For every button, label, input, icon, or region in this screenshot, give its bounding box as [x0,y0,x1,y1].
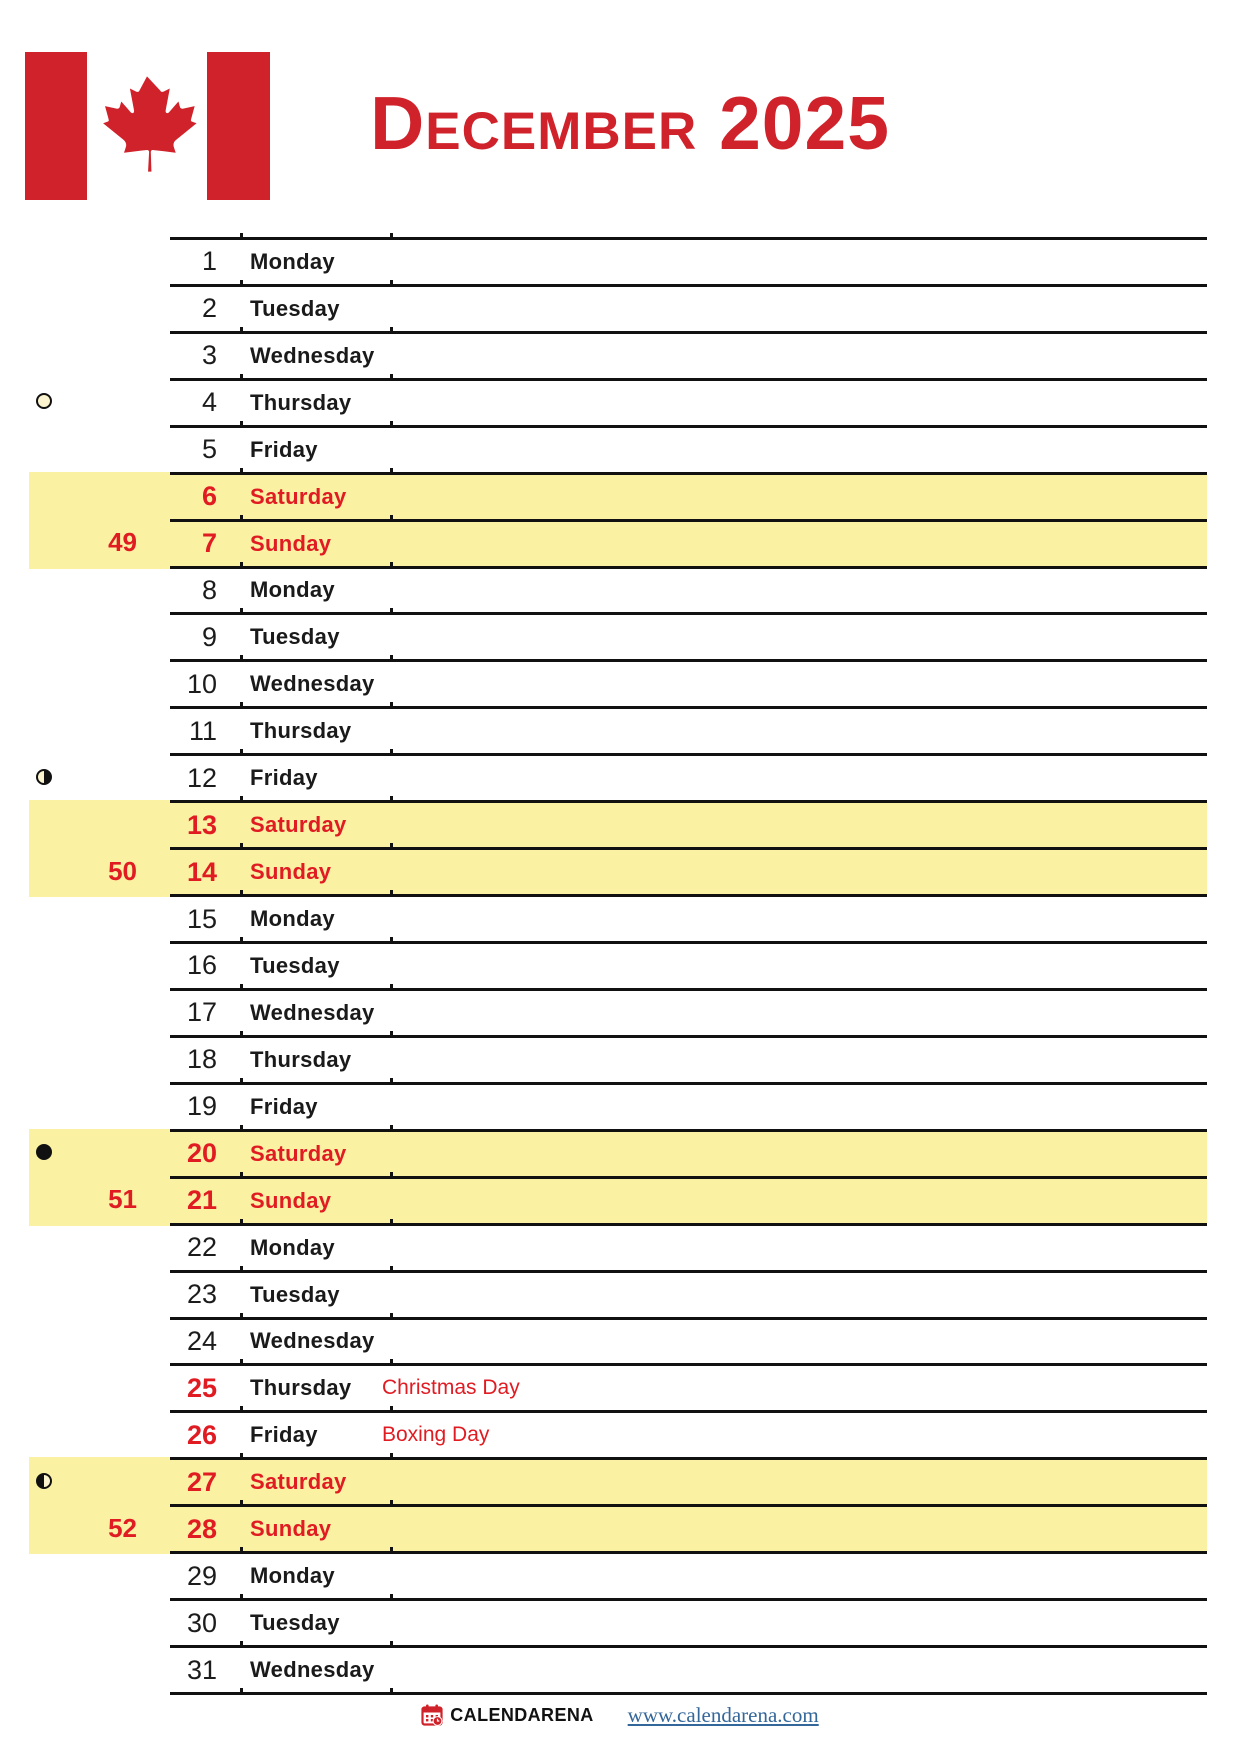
calendar-row [0,472,1240,519]
brand [421,1704,593,1726]
day-number: 20 [186,1138,217,1169]
calendar-row [0,612,1240,659]
day-name: Sunday [250,1187,332,1213]
day-name: Friday [250,765,318,791]
footer [0,1698,1240,1732]
calendar-row [0,988,1240,1035]
day-number: 12 [186,762,217,793]
day-name: Monday [250,248,335,274]
calendar-row [0,1035,1240,1082]
day-number: 28 [186,1513,217,1544]
day-name: Monday [250,1234,335,1260]
day-name: Saturday [250,1140,347,1166]
calendar-row [0,1410,1240,1457]
day-number: 5 [201,434,217,465]
calendar-row [0,1645,1240,1692]
day-number: 1 [201,246,217,277]
row-divider [170,425,1207,428]
week-number: 51 [108,1184,137,1215]
day-number: 16 [186,950,217,981]
day-number: 23 [186,1279,217,1310]
week-number: 50 [108,855,137,886]
day-name: Sunday [250,859,332,885]
calendar-row [0,1457,1240,1504]
brand-label: CALENDARENA [450,1704,594,1725]
day-number: 29 [186,1560,217,1591]
day-name: Monday [250,906,335,932]
day-number: 7 [201,528,217,559]
day-number: 8 [201,574,217,605]
calendar-row [0,1363,1240,1410]
calendar-row [0,1223,1240,1270]
day-name: Friday [250,1093,318,1119]
day-name: Wednesday [250,671,375,697]
day-number: 21 [186,1185,217,1216]
calendar-row [0,1129,1240,1176]
day-number: 15 [186,903,217,934]
day-number: 2 [201,293,217,324]
day-number: 9 [201,621,217,652]
calendar-row [0,753,1240,800]
week-number: 52 [108,1512,137,1543]
day-number: 14 [186,856,217,887]
day-number: 27 [186,1466,217,1497]
row-divider [170,1692,1207,1695]
calendar-row [0,378,1240,425]
day-number: 24 [186,1325,217,1356]
calendar-row [0,800,1240,847]
day-name: Saturday [250,812,347,838]
calendar-row [0,1551,1240,1598]
moon-phase-icon-first-quarter [36,1473,52,1489]
calendar-row [0,425,1240,472]
calendar-row [0,566,1240,613]
day-name: Tuesday [250,624,340,650]
row-divider [170,1082,1207,1085]
day-name: Tuesday [250,295,340,321]
moon-phase-icon-last-quarter [36,769,52,785]
website-link[interactable]: www.calendarena.com [627,1702,819,1727]
day-number: 13 [186,809,217,840]
day-name: Friday [250,436,318,462]
day-name: Tuesday [250,952,340,978]
calendar-row [0,284,1240,331]
day-number: 3 [201,340,217,371]
day-number: 26 [186,1419,217,1450]
calendar-row [0,1317,1240,1364]
day-number: 6 [201,481,217,512]
holiday-label: Boxing Day [382,1423,490,1447]
day-name: Thursday [250,718,352,744]
day-name: Thursday [250,1375,352,1401]
calendar-row [0,331,1240,378]
calendar-row [0,1176,1240,1223]
calendar-row [0,519,1240,566]
day-name: Thursday [250,389,352,415]
day-number: 19 [186,1091,217,1122]
calendar-row [0,706,1240,753]
day-name: Wednesday [250,999,375,1025]
calendar-row [0,847,1240,894]
day-name: Monday [250,577,335,603]
day-name: Wednesday [250,342,375,368]
day-number: 31 [186,1654,217,1685]
day-name: Tuesday [250,1610,340,1636]
calendar-row [0,894,1240,941]
day-name: Wednesday [250,1657,375,1682]
day-number: 10 [186,668,217,699]
day-number: 4 [201,387,217,418]
day-name: Sunday [250,530,332,556]
day-name: Friday [250,1422,318,1448]
row-divider [170,753,1207,756]
day-name: Tuesday [250,1281,340,1307]
day-name: Saturday [250,483,347,509]
day-number: 17 [186,997,217,1028]
day-number: 30 [186,1607,217,1638]
calendar-row [0,659,1240,706]
holiday-label: Christmas Day [382,1376,520,1400]
day-name: Thursday [250,1046,352,1072]
calendar-row [0,1504,1240,1551]
row-divider [170,1410,1207,1413]
week-number: 49 [108,527,137,558]
day-name: Sunday [250,1516,332,1542]
calendar-row [0,1082,1240,1129]
calendar-row [0,1598,1240,1645]
day-name: Saturday [250,1469,347,1495]
day-number: 11 [188,715,217,746]
day-number: 22 [186,1232,217,1263]
day-name: Wednesday [250,1328,375,1354]
day-number: 18 [186,1044,217,1075]
calendar-row [0,237,1240,284]
day-name: Monday [250,1563,335,1589]
page-title: December 2025 [370,81,890,165]
calendar-icon [421,1704,443,1726]
day-number: 25 [186,1372,217,1403]
calendar-row [0,941,1240,988]
calendar-row [0,1270,1240,1317]
